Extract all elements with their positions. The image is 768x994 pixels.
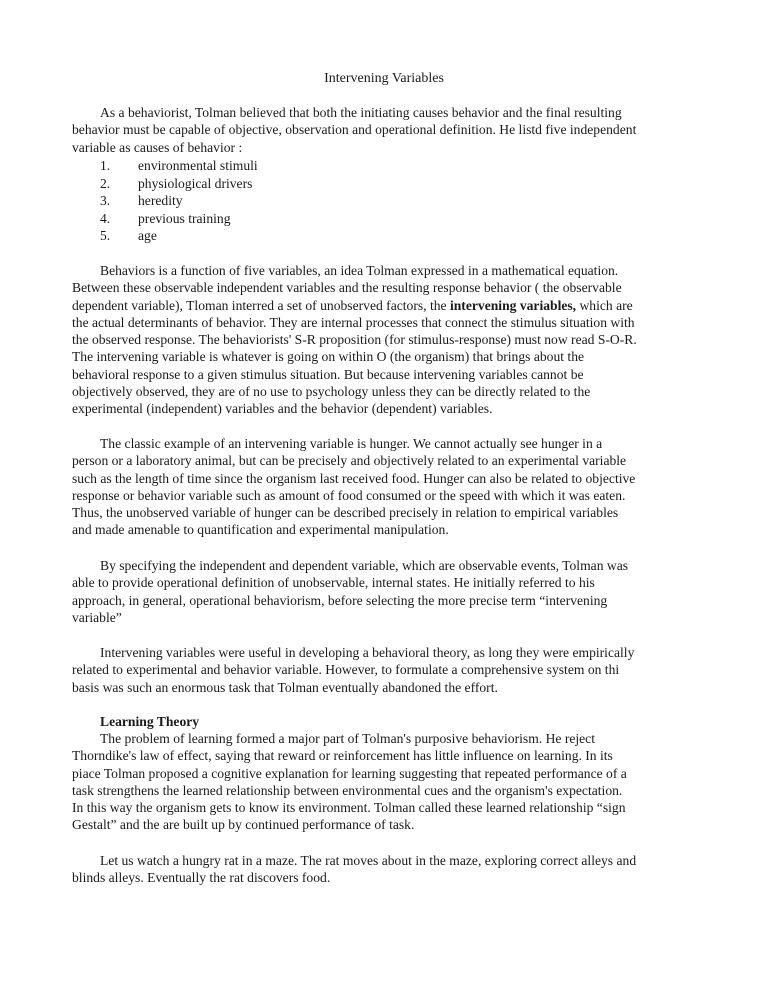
text-line: The problem of learning formed a major part of Tolman's purposive behaviorism. He reject (100, 731, 595, 746)
list-item: 1. environmental stimuli (100, 158, 258, 173)
text-line: basis was such an enormous task that Tolman eventually abandoned the effort. (72, 679, 498, 695)
text-line: As a behaviorist, Tolman believed that both the initiating causes behavior and the final resulting (100, 105, 622, 120)
list-item: 4. previous training (100, 210, 231, 226)
text-line: the actual determinants of behavior. They are internal processes that connect the stimulus situation with (72, 314, 635, 330)
text-line: Gestalt” and the are built up by continued performance of task. (72, 817, 415, 833)
bold-term: intervening variables, (449, 297, 577, 313)
text-line: objectively observed, they are of no use to psychology unless they can be directly related to the (72, 384, 591, 400)
section-heading: Learning Theory (100, 714, 200, 729)
paragraph-behaviors (72, 262, 702, 418)
text-line: able to provide operational definition of unobservable, internal states. He initially referred to his (72, 575, 595, 591)
text-line: the observed response. The behaviorists' S-R proposition (for stimulus-response) must now read S-O-R. (72, 332, 637, 348)
paragraph-operational (72, 557, 702, 626)
document-title: Intervening Variables (324, 71, 444, 86)
text-line: experimental (independent) variables and the behavior (dependent) variables. (72, 401, 493, 417)
text-line: variable as causes of behavior : (72, 139, 243, 155)
text-line: Thorndike's law of effect, saying that reward or reinforcement has little influence on learning. In its (72, 748, 613, 764)
text-line: Behaviors is a function of five variables, an idea Tolman expressed in a mathematical equation. (100, 263, 619, 278)
text-line: Between these observable independent variables and the resulting response behavior ( the observable (72, 280, 622, 296)
paragraph-intro (72, 104, 702, 156)
text-line: related to experimental and behavior variable. However, to formulate a comprehensive system on thi (72, 662, 620, 678)
list-item: 2. physiological drivers (100, 175, 253, 191)
text-line: task strengthens the learned relationship between environmental cues and the organism's expectation. (72, 782, 623, 798)
text-line: The classic example of an intervening variable is hunger. We cannot actually see hunger in a (100, 436, 603, 451)
text-line: response or behavior variable such as amount of food consumed or the speed with which it was eaten. (72, 487, 626, 503)
text-line: behavior must be capable of objective, observation and operational definition. He listd five independent (72, 122, 637, 138)
list-item: 3. heredity (100, 193, 183, 209)
text-line: In this way the organism gets to know its environment. Tolman called these learned relationship “sign (72, 800, 626, 816)
text-line: Intervening variables were useful in developing a behavioral theory, as long they were empirically (100, 645, 635, 660)
list-item: 5. age (100, 228, 157, 244)
text-line: Thus, the unobserved variable of hunger can be described precisely in relation to empirical variables (72, 505, 619, 521)
causes-list (100, 157, 258, 245)
paragraph-usefulness (72, 644, 702, 696)
text-line: and made amenable to quantification and experimental manipulation. (72, 522, 449, 538)
paragraph-rat-maze (72, 852, 702, 887)
text-line: dependent variable), Tloman interred a set of unobserved factors, the intervening variables, which are (72, 297, 633, 313)
text-line: blinds alleys. Eventually the rat discovers food. (72, 870, 331, 886)
text-line: person or a laboratory animal, but can be precisely and objectively related to an experimental variable (72, 453, 627, 469)
paragraph-hunger-example (72, 435, 702, 539)
text-line: behavioral response to a given stimulus situation. But because intervening variables cannot be (72, 366, 584, 382)
text-line: variable” (72, 609, 122, 625)
text-line: piace Tolman proposed a cognitive explanation for learning suggesting that repeated performance of a (72, 765, 627, 781)
text-line: Let us watch a hungry rat in a maze. The rat moves about in the maze, exploring correct alleys and (100, 853, 637, 868)
text-line: such as the length of time since the organism last received food. Hunger can also be related to objective (72, 470, 636, 486)
text-line: By specifying the independent and dependent variable, which are observable events, Tolman was (100, 558, 629, 573)
paragraph-learning-theory (72, 730, 702, 834)
text-line: The intervening variable is whatever is going on within O (the organism) that brings about the (72, 349, 585, 365)
text-line: approach, in general, operational behaviorism, before selecting the more precise term “intervening (72, 592, 608, 608)
